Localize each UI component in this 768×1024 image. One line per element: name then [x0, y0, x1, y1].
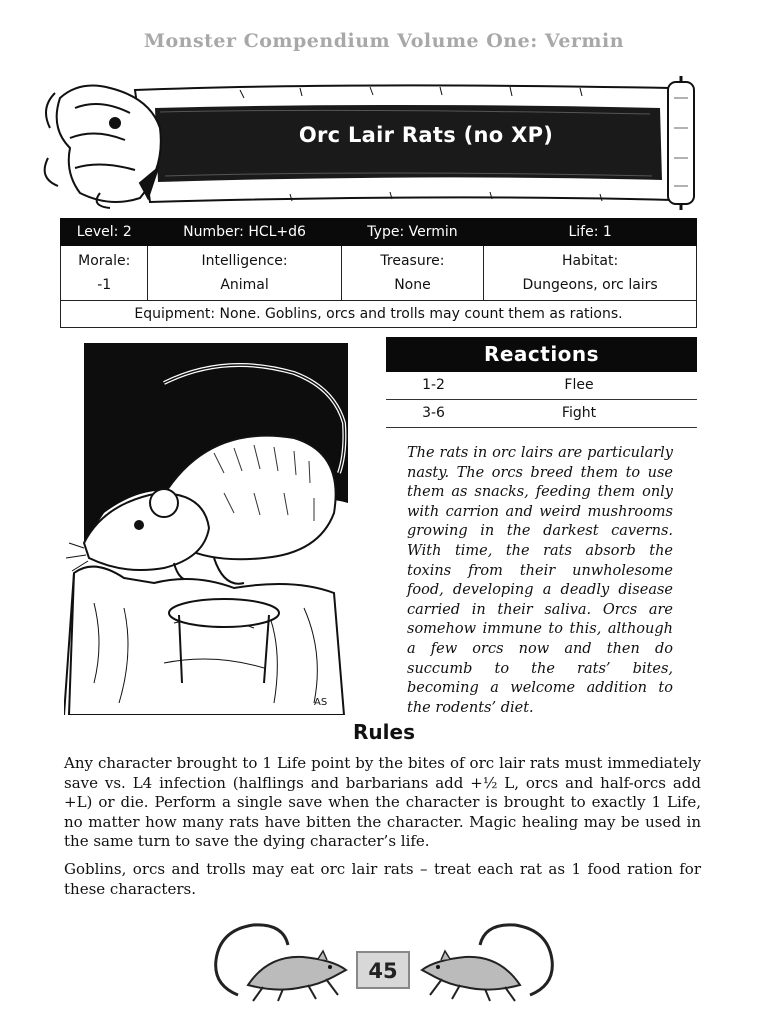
- rules-paragraph: Any character brought to 1 Life point by the bites of orc lair rats must immediately save vs. L4 infection (halflings and barbarians add +½ L, orcs and half-orcs add +L) or die. Perform a single save when the character is brought to exactly 1 Life, no matter how many rats have bitten the character. Magic healing may be used in the same turn to save the dying character’s life.: [64, 754, 701, 851]
- rat-ornament-icon: [418, 915, 560, 1003]
- title-banner: [40, 68, 712, 210]
- scorpion-creature-icon: [45, 86, 161, 208]
- stat-table: [60, 218, 697, 328]
- reaction-roll: 1-2: [422, 377, 445, 393]
- rules-heading: Rules: [353, 720, 415, 744]
- level-cell: Level: 2: [61, 219, 148, 246]
- morale-label: Morale:: [78, 253, 131, 269]
- rat-ornament-icon: [208, 915, 350, 1003]
- intelligence-value: Animal: [220, 277, 269, 293]
- morale-cell: [61, 246, 148, 301]
- reaction-row: [386, 400, 697, 428]
- reaction-result: Flee: [564, 377, 594, 393]
- habitat-label: Habitat:: [562, 253, 619, 269]
- life-cell: Life: 1: [484, 219, 697, 246]
- scroll-end-icon: [668, 76, 694, 210]
- habitat-cell: [484, 246, 697, 301]
- number-cell: Number: HCL+d6: [148, 219, 341, 246]
- rat-on-rock-icon: [64, 343, 350, 715]
- page-number: 45: [356, 951, 410, 989]
- rules-paragraph: Goblins, orcs and trolls may eat orc lair rats – treat each rat as 1 food ration for these characters.: [64, 859, 701, 898]
- intelligence-label: Intelligence:: [201, 253, 288, 269]
- running-head: Monster Compendium Volume One: Vermin: [143, 30, 625, 52]
- monster-title: Orc Lair Rats (no XP): [298, 123, 554, 147]
- reaction-result: Fight: [561, 405, 597, 421]
- treasure-cell: [341, 246, 484, 301]
- habitat-value: Dungeons, orc lairs: [522, 277, 658, 293]
- reactions-table: [386, 337, 697, 428]
- rules-body: [64, 754, 701, 907]
- morale-value: -1: [97, 277, 112, 293]
- treasure-label: Treasure:: [380, 253, 445, 269]
- reaction-roll: 3-6: [422, 405, 445, 421]
- flavor-text: The rats in orc lairs are particularly nasty. The orcs breed them to use them as snacks, feeding them only with carrion and weird mushrooms growing in the darkest caverns. With time, the rats absorb the toxins from their unwholesome food, developing a deadly disease carried in their saliva. Orcs are somehow immune to this, although a few orcs now and then do succumb to the rats’ bites, becoming a welcome addition to the rodents’ diet.: [407, 445, 673, 716]
- reactions-title: Reactions: [386, 337, 697, 372]
- type-cell: Type: Vermin: [341, 219, 484, 246]
- intelligence-cell: [148, 246, 341, 301]
- artist-signature: AS: [314, 697, 328, 708]
- treasure-value: None: [394, 277, 431, 293]
- reaction-row: [386, 372, 697, 400]
- rat-illustration: [64, 343, 350, 715]
- equipment-cell: Equipment: None. Goblins, orcs and trolls may count them as rations.: [61, 301, 697, 328]
